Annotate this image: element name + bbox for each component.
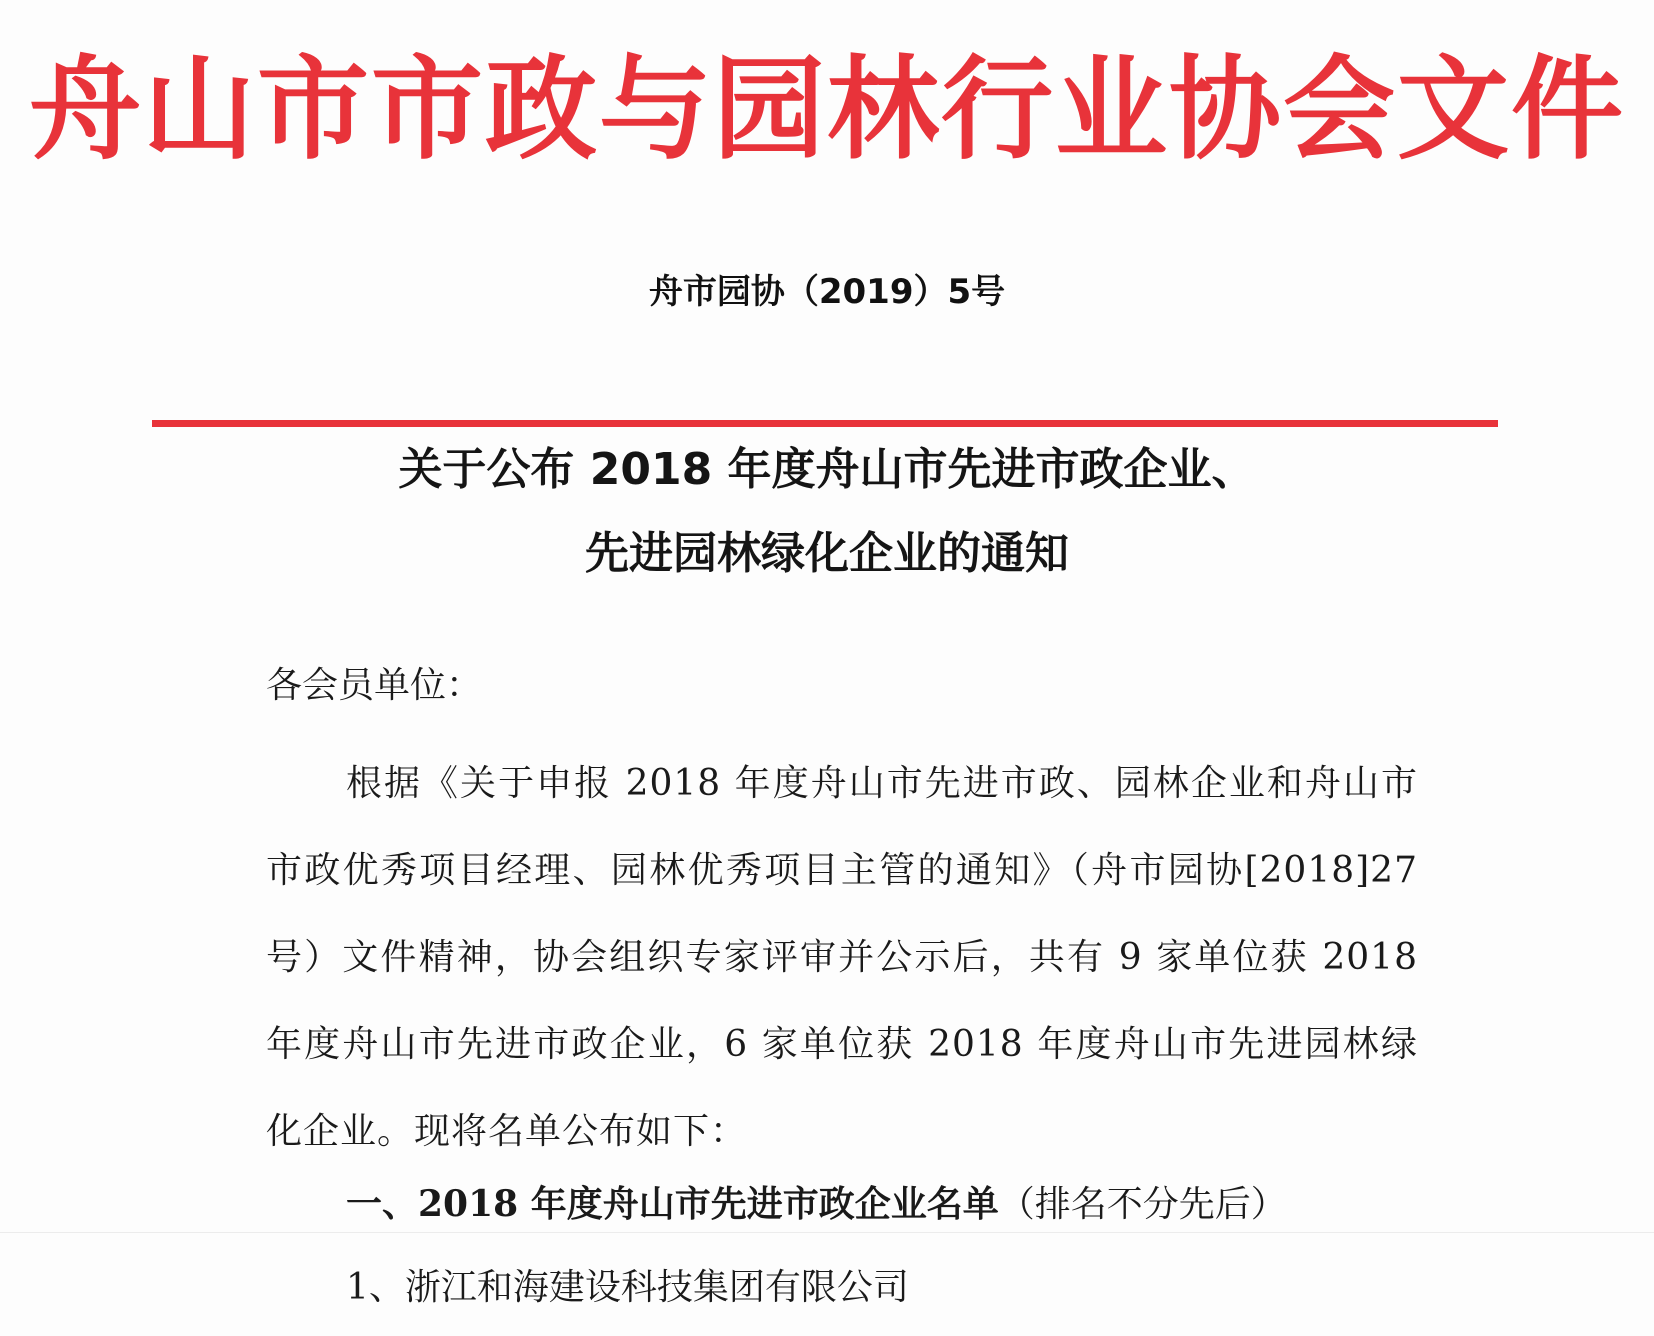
- notice-title-line-1: 关于公布 2018 年度舟山市先进市政企业、: [398, 444, 1256, 495]
- section-heading-text: 一、2018 年度舟山市先进市政企业名单: [346, 1183, 999, 1225]
- notice-body-paragraph: 根据《关于申报 2018 年度舟山市先进市政、园林企业和舟山市市政优秀项目经理、园林优秀项目主管的通知》（舟市园协[2018]27号）文件精神，协会组织专家评审并公示后，共有 9 家单位获 2018 年度舟山市先进市政企业，6 家单位获 2018 年度舟山市先进园林绿化企业。现将名单公布如下：: [266, 763, 1418, 1152]
- scan-fold-line: [0, 1232, 1654, 1233]
- document-number: 舟市园协（2019）5号: [648, 272, 1006, 312]
- notice-title-line-2: 先进园林绿化企业的通知: [585, 528, 1069, 579]
- section-heading-note: （排名不分先后）: [998, 1184, 1287, 1225]
- salutation: 各会员单位：: [266, 665, 483, 706]
- list-item: 1、浙江和海建设科技集团有限公司: [346, 1267, 909, 1308]
- org-masthead-title: 舟山市市政与园林行业协会文件: [29, 44, 1625, 175]
- section-heading: [346, 1178, 1287, 1231]
- red-divider-line: [152, 420, 1498, 427]
